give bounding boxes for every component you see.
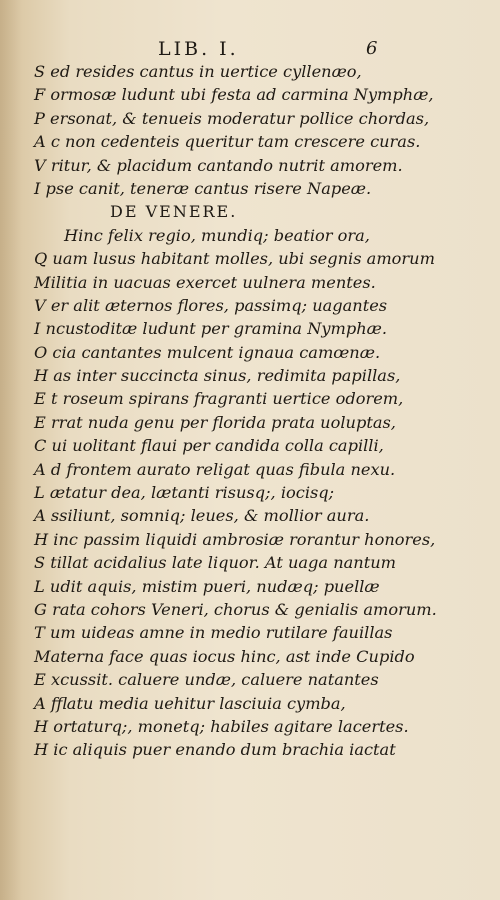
verse-line: F ormosæ ludunt ubi festa ad carmina Nymphæ, [34,85,434,105]
verse-line: O cia cantantes mulcent ignaua camœnæ. [34,342,381,362]
verse-line: H ortaturq;, monetq; habiles agitare lacertes. [34,716,409,736]
verse-line: S tillat acidalius late liquor. At uaga nantum [34,553,396,573]
verse-line: T um uideas amne in medio rutilare fauillas [34,623,393,643]
verse-line: E t roseum spirans fragranti uertice odorem, [34,389,404,409]
verse-line: C ui uolitant flaui per candida colla capilli, [34,436,384,456]
verse-line: E rrat nuda genu per florida prata uoluptas, [34,412,396,432]
verse-line: A c non cedenteis queritur tam crescere curas. [34,132,421,152]
verse-line: V er alit æternos flores, passimq; uagantes [34,295,388,315]
verse-line: Materna face quas iocus hinc, ast inde Cupido [34,646,415,666]
verse-line: L udit aquis, mistim pueri, nudæq; puellæ [34,576,380,596]
verse-line: V ritur, & placidum cantando nutrit amorem. [34,155,403,175]
verse-line: P ersonat, & tenueis moderatur pollice chordas, [34,108,430,128]
section-heading: DE VENERE. [110,202,238,222]
verse-line: H inc passim liquidi ambrosiæ rorantur honores, [34,529,436,549]
verse-line: I pse canit, teneræ cantus risere Napeæ. [34,178,372,198]
verse-line: A d frontem aurato religat quas fibula nexu. [34,459,396,479]
verse-line: A ssiliunt, somniq; leues, & mollior aura. [34,506,370,526]
verse-line: Hinc felix regio, mundiq; beatior ora, [64,225,370,245]
verse-line: Militia in uacuas exercet uulnera mentes. [34,272,376,292]
verse-line: G rata cohors Veneri, chorus & genialis amorum. [34,599,437,619]
verse-line: A fflatu media uehitur lasciuia cymba, [34,693,346,713]
verse-line: H as inter succincta sinus, redimita papillas, [34,366,401,386]
verse-line: E xcussit. caluere undæ, caluere natantes [34,670,379,690]
verse-line: I ncustoditæ ludunt per gramina Nymphæ. [34,319,388,339]
verse-line: Q uam lusus habitant molles, ubi segnis amorum [34,249,435,269]
verse-line: S ed resides cantus in uertice cyllenæo, [34,62,362,81]
verse-block [34,60,484,762]
verse-line: H ic aliquis puer enando dum brachia iactat [34,740,396,760]
running-head: LIB. I. [158,38,239,60]
verse-line: L ætatur dea, lætanti risusq;, iocisq; [34,483,335,503]
page-number: 6 [366,38,378,59]
